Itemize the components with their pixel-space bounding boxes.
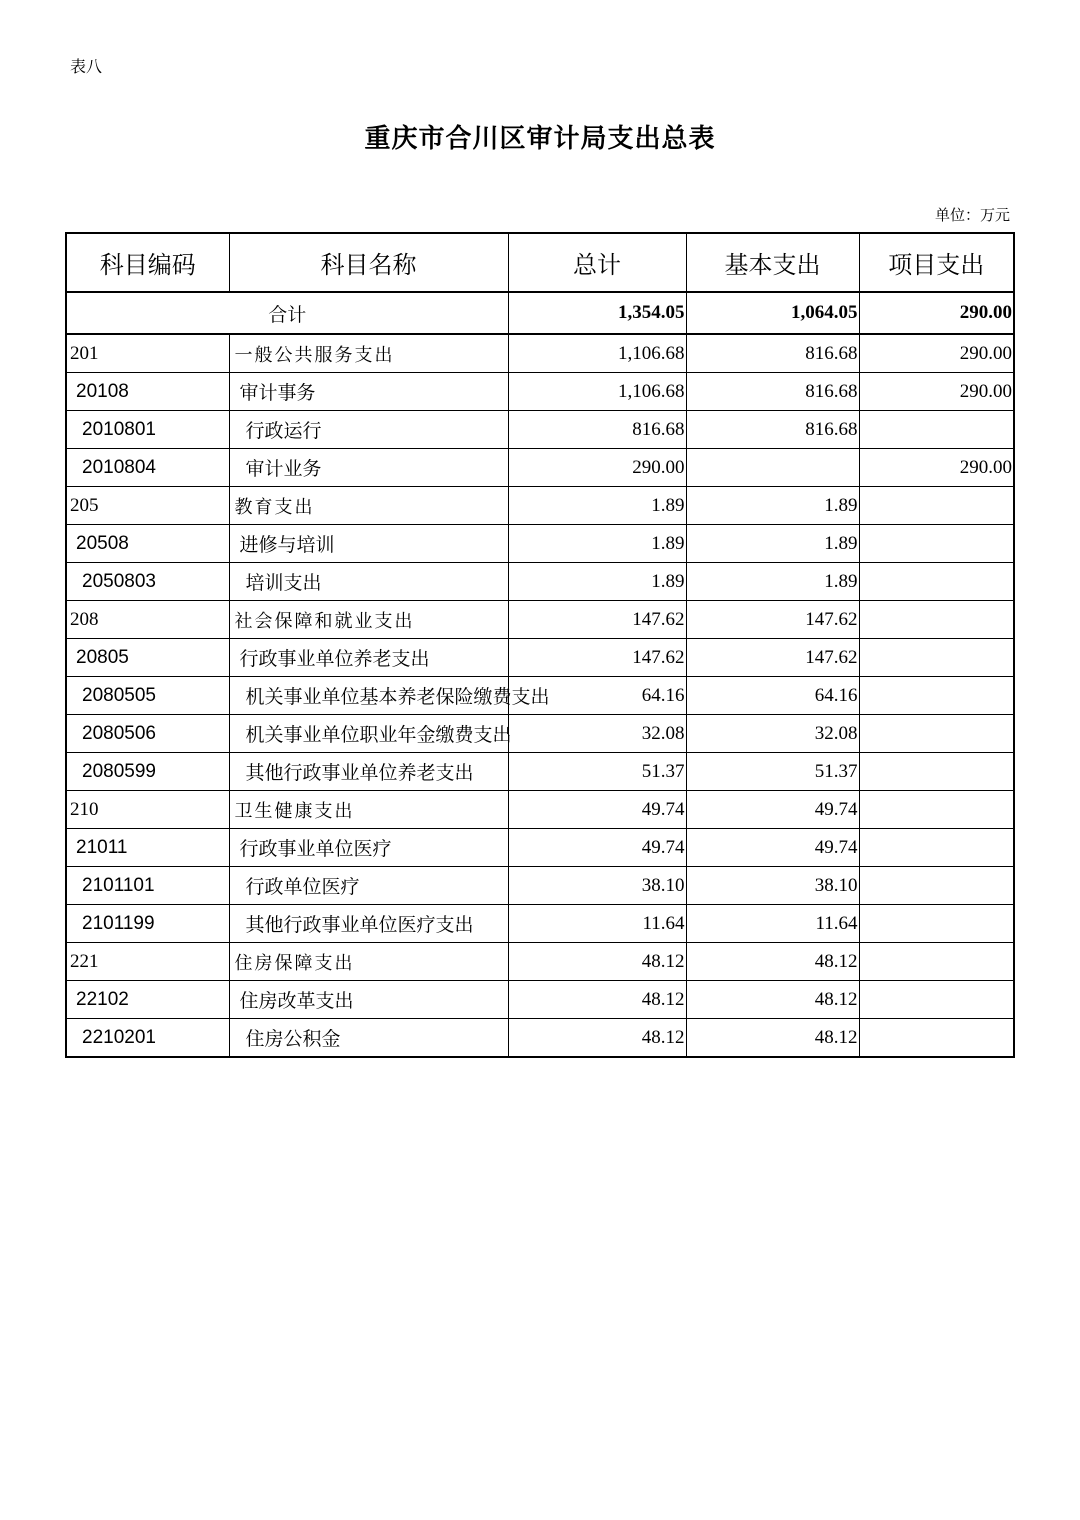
table-row	[66, 563, 1014, 601]
row-total: 48.12	[508, 1019, 686, 1058]
row-total: 1,106.68	[508, 373, 686, 411]
table-row	[66, 905, 1014, 943]
table-row	[66, 753, 1014, 791]
expenditure-table	[65, 232, 1015, 1058]
row-basic: 49.74	[686, 791, 859, 829]
row-total: 1,106.68	[508, 334, 686, 373]
total-project: 290.00	[859, 292, 1014, 334]
row-code: 208	[66, 601, 229, 639]
row-name: 住房改革支出	[229, 981, 508, 1019]
table-row	[66, 715, 1014, 753]
row-code: 2101101	[66, 867, 229, 905]
row-code: 2080505	[66, 677, 229, 715]
row-project	[859, 563, 1014, 601]
row-total: 1.89	[508, 563, 686, 601]
row-basic: 147.62	[686, 601, 859, 639]
total-total: 1,354.05	[508, 292, 686, 334]
row-code: 2210201	[66, 1019, 229, 1058]
row-name: 培训支出	[229, 563, 508, 601]
table-row	[66, 334, 1014, 373]
row-name: 其他行政事业单位医疗支出	[229, 905, 508, 943]
row-basic: 1.89	[686, 487, 859, 525]
row-code: 205	[66, 487, 229, 525]
row-total: 51.37	[508, 753, 686, 791]
row-name: 教育支出	[229, 487, 508, 525]
table-body	[66, 292, 1014, 1057]
row-name: 进修与培训	[229, 525, 508, 563]
row-basic: 64.16	[686, 677, 859, 715]
total-label: 合计	[66, 292, 508, 334]
row-code: 2010804	[66, 449, 229, 487]
row-project: 290.00	[859, 334, 1014, 373]
row-basic: 48.12	[686, 1019, 859, 1058]
row-basic: 1.89	[686, 525, 859, 563]
row-code: 2080506	[66, 715, 229, 753]
row-basic: 48.12	[686, 981, 859, 1019]
row-project: 290.00	[859, 449, 1014, 487]
row-project	[859, 715, 1014, 753]
row-project	[859, 525, 1014, 563]
row-code: 21011	[66, 829, 229, 867]
row-total: 48.12	[508, 981, 686, 1019]
header-project: 项目支出	[859, 233, 1014, 292]
table-row	[66, 791, 1014, 829]
row-total: 1.89	[508, 487, 686, 525]
header-row	[66, 233, 1014, 292]
row-project	[859, 943, 1014, 981]
row-name: 其他行政事业单位养老支出	[229, 753, 508, 791]
row-project	[859, 677, 1014, 715]
row-total: 49.74	[508, 791, 686, 829]
row-name: 机关事业单位职业年金缴费支出	[229, 715, 508, 753]
row-code: 2050803	[66, 563, 229, 601]
header-code: 科目编码	[66, 233, 229, 292]
row-total: 11.64	[508, 905, 686, 943]
row-basic: 32.08	[686, 715, 859, 753]
row-name: 行政事业单位医疗	[229, 829, 508, 867]
row-name: 机关事业单位基本养老保险缴费支出	[229, 677, 508, 715]
row-total: 48.12	[508, 943, 686, 981]
row-code: 2101199	[66, 905, 229, 943]
row-code: 20108	[66, 373, 229, 411]
table-row	[66, 449, 1014, 487]
row-basic: 11.64	[686, 905, 859, 943]
row-project: 290.00	[859, 373, 1014, 411]
table-row	[66, 829, 1014, 867]
header-name: 科目名称	[229, 233, 508, 292]
row-project	[859, 487, 1014, 525]
row-code: 20508	[66, 525, 229, 563]
row-code: 2080599	[66, 753, 229, 791]
row-name: 住房公积金	[229, 1019, 508, 1058]
row-project	[859, 905, 1014, 943]
row-total: 38.10	[508, 867, 686, 905]
header-total: 总计	[508, 233, 686, 292]
total-basic: 1,064.05	[686, 292, 859, 334]
table-row	[66, 373, 1014, 411]
row-basic: 147.62	[686, 639, 859, 677]
table-row	[66, 411, 1014, 449]
row-total: 32.08	[508, 715, 686, 753]
row-code: 20805	[66, 639, 229, 677]
table-row	[66, 981, 1014, 1019]
row-code: 2010801	[66, 411, 229, 449]
row-basic: 1.89	[686, 563, 859, 601]
row-code: 221	[66, 943, 229, 981]
row-basic: 816.68	[686, 411, 859, 449]
row-project	[859, 829, 1014, 867]
row-total: 64.16	[508, 677, 686, 715]
row-name: 卫生健康支出	[229, 791, 508, 829]
row-name: 社会保障和就业支出	[229, 601, 508, 639]
row-basic: 816.68	[686, 373, 859, 411]
page-title: 重庆市合川区审计局支出总表	[364, 124, 716, 154]
row-name: 行政单位医疗	[229, 867, 508, 905]
table-row	[66, 943, 1014, 981]
table-row	[66, 867, 1014, 905]
table-row	[66, 1019, 1014, 1058]
row-project	[859, 867, 1014, 905]
row-name: 行政事业单位养老支出	[229, 639, 508, 677]
total-row	[66, 292, 1014, 334]
row-basic	[686, 449, 859, 487]
row-project	[859, 753, 1014, 791]
row-basic: 51.37	[686, 753, 859, 791]
header-basic: 基本支出	[686, 233, 859, 292]
row-project	[859, 601, 1014, 639]
row-basic: 49.74	[686, 829, 859, 867]
row-total: 290.00	[508, 449, 686, 487]
row-project	[859, 1019, 1014, 1058]
row-project	[859, 411, 1014, 449]
table-row	[66, 601, 1014, 639]
row-total: 147.62	[508, 639, 686, 677]
row-code: 201	[66, 334, 229, 373]
row-project	[859, 791, 1014, 829]
row-total: 816.68	[508, 411, 686, 449]
unit-label: 单位：万元	[934, 206, 1010, 224]
row-total: 147.62	[508, 601, 686, 639]
row-total: 49.74	[508, 829, 686, 867]
table-row	[66, 677, 1014, 715]
row-name: 住房保障支出	[229, 943, 508, 981]
row-code: 210	[66, 791, 229, 829]
row-project	[859, 981, 1014, 1019]
row-name: 审计事务	[229, 373, 508, 411]
row-basic: 816.68	[686, 334, 859, 373]
table-label: 表八	[70, 57, 103, 76]
table-row	[66, 525, 1014, 563]
row-project	[859, 639, 1014, 677]
row-name: 一般公共服务支出	[229, 334, 508, 373]
row-total: 1.89	[508, 525, 686, 563]
row-basic: 48.12	[686, 943, 859, 981]
row-code: 22102	[66, 981, 229, 1019]
row-name: 审计业务	[229, 449, 508, 487]
table-row	[66, 639, 1014, 677]
table-row	[66, 487, 1014, 525]
row-name: 行政运行	[229, 411, 508, 449]
row-basic: 38.10	[686, 867, 859, 905]
